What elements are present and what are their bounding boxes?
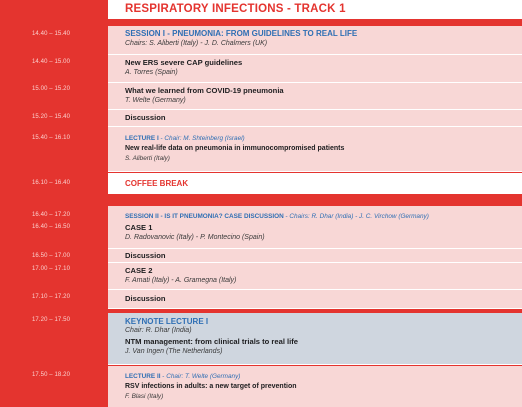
discussion2-label: Discussion (125, 251, 166, 260)
time-discussion1: 15.20 – 15.40 (32, 114, 71, 120)
session1-block (108, 26, 522, 55)
lecture1-speaker: S. Aliberti (Italy) (125, 155, 170, 162)
time-lecture2: 17.50 – 18.20 (32, 372, 71, 378)
session2-title: SESSION II - IS IT PNEUMONIA? CASE DISCUSSION (125, 213, 284, 220)
time-discussion2: 16.50 – 17.00 (32, 253, 71, 259)
discussion3-label: Discussion (125, 294, 166, 303)
lecture1-block (108, 127, 522, 172)
discussion2-block (108, 249, 522, 263)
lecture1-title: New real-life data on pneumonia in immunocompromised patients (125, 145, 345, 152)
coffee-break-block (108, 173, 522, 194)
coffee-break-label: COFFEE BREAK (125, 179, 189, 188)
case1-speakers: D. Radovanovic (Italy) - P. Montecino (Spain) (125, 234, 265, 241)
lecture1-heading: LECTURE I - Chair: M. Shteinberg (Israel) (125, 135, 245, 142)
time-case2: 17.00 – 17.10 (32, 266, 71, 272)
time-talk2: 15.00 – 15.20 (32, 86, 71, 92)
session2-block (108, 206, 522, 249)
lecture2-title: RSV infections in adults: a new target of prevention (125, 383, 297, 390)
discussion1-label: Discussion (125, 113, 166, 122)
session1-title: SESSION I - PNEUMONIA: FROM GUIDELINES TO REAL LIFE (125, 29, 358, 38)
case2-title: CASE 2 (125, 266, 153, 275)
time-discussion3: 17.10 – 17.20 (32, 294, 71, 300)
lecture2-label: LECTURE II (125, 373, 161, 380)
lecture2-speaker: F. Blasi (Italy) (125, 393, 164, 400)
talk1-speaker: A. Torres (Spain) (125, 69, 178, 76)
session1-chairs: Chairs: S. Aliberti (Italy) - J. D. Chalmers (UK) (125, 40, 268, 47)
keynote-label: KEYNOTE LECTURE I (125, 317, 209, 326)
lecture2-heading: LECTURE II - Chair: T. Welte (Germany) (125, 373, 241, 380)
time-case1: 16.40 – 16.50 (32, 224, 71, 230)
talk1-title: New ERS severe CAP guidelines (125, 58, 243, 67)
keynote-title: NTM management: from clinical trials to real life (125, 337, 299, 346)
keynote-speaker: J. Van Ingen (The Netherlands) (125, 348, 223, 355)
lecture1-chair: Chair: M. Shteinberg (Israel) (164, 135, 245, 142)
talk2-speaker: T. Welte (Germany) (125, 97, 186, 104)
discussion3-block (108, 290, 522, 309)
session2-chairs: Chairs: R. Dhar (India) - J. C. Virchow (Germany) (289, 213, 429, 220)
keynote-block (108, 313, 522, 365)
keynote-chair: Chair: R. Dhar (India) (125, 327, 192, 334)
time-session2: 16.40 – 17.20 (32, 212, 71, 218)
lecture2-chair: Chair: T. Welte (Germany) (166, 373, 241, 380)
discussion1-block (108, 110, 522, 127)
talk1-block (108, 55, 522, 83)
track-title: RESPIRATORY INFECTIONS - TRACK 1 (125, 3, 346, 15)
case2-speakers: F. Amati (Italy) - A. Gramegna (Italy) (125, 277, 237, 284)
case2-block (108, 263, 522, 290)
talk2-block (108, 83, 522, 110)
lecture2-block (108, 366, 522, 407)
time-lecture1: 15.40 – 16.10 (32, 135, 71, 141)
session2-heading: SESSION II - IS IT PNEUMONIA? CASE DISCUSSION - Chairs: R. Dhar (India) - J. C. Virchow (Germany) (125, 213, 429, 220)
time-coffee: 16.10 – 16.40 (32, 180, 71, 186)
time-keynote: 17.20 – 17.50 (32, 317, 71, 323)
time-column (0, 0, 108, 407)
time-talk1: 14.40 – 15.00 (32, 59, 71, 65)
track-header (108, 0, 522, 19)
time-session1: 14.40 – 15.40 (32, 31, 71, 37)
case1-title: CASE 1 (125, 223, 153, 232)
talk2-title: What we learned from COVID-19 pneumonia (125, 86, 284, 95)
lecture1-label: LECTURE I (125, 135, 159, 142)
